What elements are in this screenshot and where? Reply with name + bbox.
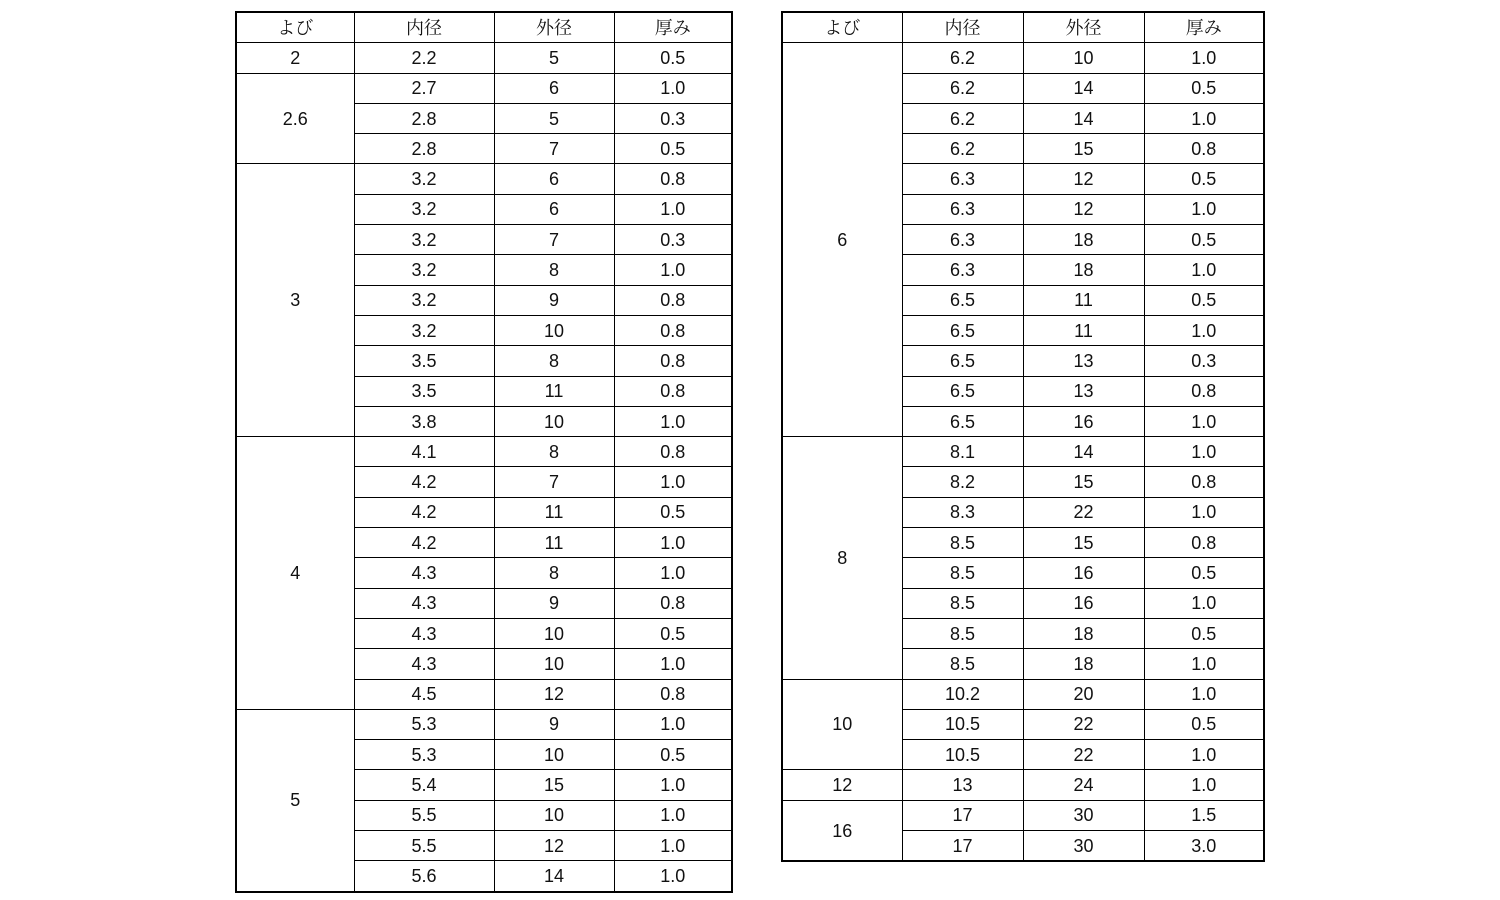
outer-diameter-cell: 18 xyxy=(1023,618,1144,648)
nominal-size-cell: 6 xyxy=(782,43,902,437)
table-row xyxy=(782,800,1264,830)
outer-diameter-cell: 9 xyxy=(494,709,614,739)
outer-diameter-cell: 18 xyxy=(1023,225,1144,255)
thickness-cell: 0.5 xyxy=(614,618,732,648)
thickness-cell: 1.0 xyxy=(1144,43,1264,73)
header-nominal: よび xyxy=(782,12,902,43)
inner-diameter-cell: 8.5 xyxy=(902,618,1023,648)
nominal-size-cell: 4 xyxy=(236,437,354,710)
outer-diameter-cell: 16 xyxy=(1023,588,1144,618)
thickness-cell: 0.8 xyxy=(1144,467,1264,497)
inner-diameter-cell: 6.3 xyxy=(902,255,1023,285)
header-outer-diameter: 外径 xyxy=(1023,12,1144,43)
nominal-size-cell: 5 xyxy=(236,709,354,891)
inner-diameter-cell: 17 xyxy=(902,800,1023,830)
outer-diameter-cell: 8 xyxy=(494,346,614,376)
outer-diameter-cell: 12 xyxy=(1023,164,1144,194)
thickness-cell: 1.0 xyxy=(1144,194,1264,224)
inner-diameter-cell: 6.2 xyxy=(902,73,1023,103)
outer-diameter-cell: 6 xyxy=(494,164,614,194)
thickness-cell: 1.0 xyxy=(614,831,732,861)
inner-diameter-cell: 4.2 xyxy=(354,467,494,497)
thickness-cell: 1.0 xyxy=(1144,103,1264,133)
outer-diameter-cell: 7 xyxy=(494,134,614,164)
outer-diameter-cell: 14 xyxy=(1023,437,1144,467)
outer-diameter-cell: 22 xyxy=(1023,709,1144,739)
thickness-cell: 1.0 xyxy=(614,558,732,588)
inner-diameter-cell: 8.5 xyxy=(902,558,1023,588)
outer-diameter-cell: 14 xyxy=(1023,103,1144,133)
thickness-cell: 1.0 xyxy=(1144,770,1264,800)
inner-diameter-cell: 3.8 xyxy=(354,406,494,436)
inner-diameter-cell: 8.5 xyxy=(902,649,1023,679)
thickness-cell: 0.5 xyxy=(1144,225,1264,255)
table-row xyxy=(236,164,732,194)
outer-diameter-cell: 6 xyxy=(494,194,614,224)
inner-diameter-cell: 6.5 xyxy=(902,346,1023,376)
thickness-cell: 0.5 xyxy=(614,497,732,527)
outer-diameter-cell: 12 xyxy=(494,831,614,861)
washer-spec-table-right xyxy=(781,11,1265,862)
outer-diameter-cell: 14 xyxy=(1023,73,1144,103)
outer-diameter-cell: 11 xyxy=(494,497,614,527)
outer-diameter-cell: 15 xyxy=(494,770,614,800)
inner-diameter-cell: 3.2 xyxy=(354,194,494,224)
nominal-size-cell: 3 xyxy=(236,164,354,437)
inner-diameter-cell: 6.5 xyxy=(902,285,1023,315)
nominal-size-cell: 16 xyxy=(782,800,902,861)
thickness-cell: 0.8 xyxy=(1144,528,1264,558)
inner-diameter-cell: 5.3 xyxy=(354,740,494,770)
header-nominal: よび xyxy=(236,12,354,43)
table-row xyxy=(236,437,732,467)
inner-diameter-cell: 3.2 xyxy=(354,315,494,345)
inner-diameter-cell: 8.2 xyxy=(902,467,1023,497)
header-inner-diameter: 内径 xyxy=(354,12,494,43)
outer-diameter-cell: 8 xyxy=(494,437,614,467)
thickness-cell: 1.0 xyxy=(614,467,732,497)
inner-diameter-cell: 3.2 xyxy=(354,255,494,285)
thickness-cell: 1.0 xyxy=(614,649,732,679)
outer-diameter-cell: 11 xyxy=(494,528,614,558)
inner-diameter-cell: 4.5 xyxy=(354,679,494,709)
header-row xyxy=(782,12,1264,43)
inner-diameter-cell: 4.3 xyxy=(354,649,494,679)
table-row xyxy=(236,43,732,73)
inner-diameter-cell: 10.2 xyxy=(902,679,1023,709)
inner-diameter-cell: 10.5 xyxy=(902,709,1023,739)
thickness-cell: 1.0 xyxy=(1144,406,1264,436)
thickness-cell: 0.5 xyxy=(1144,618,1264,648)
inner-diameter-cell: 4.3 xyxy=(354,558,494,588)
thickness-cell: 0.3 xyxy=(614,225,732,255)
outer-diameter-cell: 10 xyxy=(494,740,614,770)
thickness-cell: 1.0 xyxy=(614,406,732,436)
outer-diameter-cell: 30 xyxy=(1023,831,1144,862)
inner-diameter-cell: 5.3 xyxy=(354,709,494,739)
inner-diameter-cell: 10.5 xyxy=(902,740,1023,770)
thickness-cell: 1.0 xyxy=(614,255,732,285)
table-row xyxy=(782,679,1264,709)
outer-diameter-cell: 14 xyxy=(494,861,614,892)
thickness-cell: 1.0 xyxy=(1144,437,1264,467)
thickness-cell: 0.5 xyxy=(1144,73,1264,103)
inner-diameter-cell: 5.5 xyxy=(354,800,494,830)
table-row xyxy=(782,770,1264,800)
thickness-cell: 1.0 xyxy=(614,73,732,103)
thickness-cell: 0.8 xyxy=(614,315,732,345)
thickness-cell: 1.0 xyxy=(1144,649,1264,679)
thickness-cell: 0.8 xyxy=(614,164,732,194)
thickness-cell: 0.3 xyxy=(1144,346,1264,376)
inner-diameter-cell: 6.2 xyxy=(902,43,1023,73)
outer-diameter-cell: 15 xyxy=(1023,134,1144,164)
inner-diameter-cell: 6.2 xyxy=(902,103,1023,133)
inner-diameter-cell: 3.2 xyxy=(354,225,494,255)
outer-diameter-cell: 5 xyxy=(494,103,614,133)
outer-diameter-cell: 30 xyxy=(1023,800,1144,830)
thickness-cell: 1.5 xyxy=(1144,800,1264,830)
thickness-cell: 0.5 xyxy=(1144,285,1264,315)
thickness-cell: 0.8 xyxy=(1144,134,1264,164)
inner-diameter-cell: 4.1 xyxy=(354,437,494,467)
header-thickness: 厚み xyxy=(614,12,732,43)
outer-diameter-cell: 16 xyxy=(1023,406,1144,436)
thickness-cell: 1.0 xyxy=(1144,740,1264,770)
outer-diameter-cell: 7 xyxy=(494,225,614,255)
outer-diameter-cell: 9 xyxy=(494,285,614,315)
outer-diameter-cell: 9 xyxy=(494,588,614,618)
thickness-cell: 0.8 xyxy=(614,376,732,406)
inner-diameter-cell: 5.4 xyxy=(354,770,494,800)
inner-diameter-cell: 8.5 xyxy=(902,588,1023,618)
washer-spec-table-left xyxy=(235,11,733,893)
outer-diameter-cell: 12 xyxy=(494,679,614,709)
outer-diameter-cell: 15 xyxy=(1023,467,1144,497)
thickness-cell: 1.0 xyxy=(1144,255,1264,285)
thickness-cell: 1.0 xyxy=(1144,679,1264,709)
thickness-cell: 0.8 xyxy=(614,437,732,467)
outer-diameter-cell: 10 xyxy=(494,800,614,830)
table-row xyxy=(782,437,1264,467)
inner-diameter-cell: 3.2 xyxy=(354,285,494,315)
outer-diameter-cell: 12 xyxy=(1023,194,1144,224)
thickness-cell: 0.5 xyxy=(1144,164,1264,194)
inner-diameter-cell: 5.6 xyxy=(354,861,494,892)
nominal-size-cell: 10 xyxy=(782,679,902,770)
outer-diameter-cell: 10 xyxy=(494,618,614,648)
inner-diameter-cell: 8.1 xyxy=(902,437,1023,467)
inner-diameter-cell: 2.7 xyxy=(354,73,494,103)
inner-diameter-cell: 6.2 xyxy=(902,134,1023,164)
outer-diameter-cell: 22 xyxy=(1023,740,1144,770)
inner-diameter-cell: 6.3 xyxy=(902,164,1023,194)
nominal-size-cell: 8 xyxy=(782,437,902,679)
table-body-right xyxy=(782,43,1264,862)
table-row xyxy=(782,43,1264,73)
outer-diameter-cell: 15 xyxy=(1023,528,1144,558)
thickness-cell: 0.5 xyxy=(614,740,732,770)
thickness-cell: 0.8 xyxy=(614,285,732,315)
thickness-cell: 0.5 xyxy=(1144,558,1264,588)
inner-diameter-cell: 3.5 xyxy=(354,346,494,376)
thickness-cell: 1.0 xyxy=(614,528,732,558)
outer-diameter-cell: 18 xyxy=(1023,255,1144,285)
table-body-left xyxy=(236,43,732,892)
thickness-cell: 0.5 xyxy=(614,43,732,73)
inner-diameter-cell: 4.2 xyxy=(354,528,494,558)
header-thickness: 厚み xyxy=(1144,12,1264,43)
header-row xyxy=(236,12,732,43)
thickness-cell: 1.0 xyxy=(1144,588,1264,618)
table-row xyxy=(236,73,732,103)
thickness-cell: 1.0 xyxy=(614,709,732,739)
outer-diameter-cell: 24 xyxy=(1023,770,1144,800)
inner-diameter-cell: 4.3 xyxy=(354,588,494,618)
inner-diameter-cell: 3.5 xyxy=(354,376,494,406)
outer-diameter-cell: 22 xyxy=(1023,497,1144,527)
inner-diameter-cell: 17 xyxy=(902,831,1023,862)
header-inner-diameter: 内径 xyxy=(902,12,1023,43)
outer-diameter-cell: 10 xyxy=(1023,43,1144,73)
thickness-cell: 0.8 xyxy=(614,346,732,376)
outer-diameter-cell: 8 xyxy=(494,255,614,285)
outer-diameter-cell: 7 xyxy=(494,467,614,497)
outer-diameter-cell: 11 xyxy=(1023,315,1144,345)
thickness-cell: 0.8 xyxy=(614,588,732,618)
inner-diameter-cell: 6.5 xyxy=(902,315,1023,345)
table-row xyxy=(236,709,732,739)
outer-diameter-cell: 16 xyxy=(1023,558,1144,588)
header-outer-diameter: 外径 xyxy=(494,12,614,43)
inner-diameter-cell: 13 xyxy=(902,770,1023,800)
inner-diameter-cell: 8.5 xyxy=(902,528,1023,558)
outer-diameter-cell: 13 xyxy=(1023,346,1144,376)
outer-diameter-cell: 10 xyxy=(494,315,614,345)
inner-diameter-cell: 2.8 xyxy=(354,134,494,164)
outer-diameter-cell: 10 xyxy=(494,649,614,679)
thickness-cell: 0.8 xyxy=(614,679,732,709)
thickness-cell: 1.0 xyxy=(1144,497,1264,527)
inner-diameter-cell: 6.3 xyxy=(902,225,1023,255)
nominal-size-cell: 12 xyxy=(782,770,902,800)
inner-diameter-cell: 4.3 xyxy=(354,618,494,648)
outer-diameter-cell: 20 xyxy=(1023,679,1144,709)
thickness-cell: 0.3 xyxy=(614,103,732,133)
outer-diameter-cell: 18 xyxy=(1023,649,1144,679)
thickness-cell: 1.0 xyxy=(614,861,732,892)
inner-diameter-cell: 5.5 xyxy=(354,831,494,861)
thickness-cell: 1.0 xyxy=(1144,315,1264,345)
inner-diameter-cell: 8.3 xyxy=(902,497,1023,527)
nominal-size-cell: 2.6 xyxy=(236,73,354,164)
thickness-cell: 0.8 xyxy=(1144,376,1264,406)
inner-diameter-cell: 2.8 xyxy=(354,103,494,133)
inner-diameter-cell: 3.2 xyxy=(354,164,494,194)
outer-diameter-cell: 13 xyxy=(1023,376,1144,406)
thickness-cell: 1.0 xyxy=(614,800,732,830)
nominal-size-cell: 2 xyxy=(236,43,354,73)
outer-diameter-cell: 11 xyxy=(1023,285,1144,315)
outer-diameter-cell: 6 xyxy=(494,73,614,103)
inner-diameter-cell: 6.5 xyxy=(902,376,1023,406)
thickness-cell: 1.0 xyxy=(614,770,732,800)
thickness-cell: 0.5 xyxy=(1144,709,1264,739)
outer-diameter-cell: 11 xyxy=(494,376,614,406)
thickness-cell: 1.0 xyxy=(614,194,732,224)
outer-diameter-cell: 5 xyxy=(494,43,614,73)
thickness-cell: 0.5 xyxy=(614,134,732,164)
outer-diameter-cell: 10 xyxy=(494,406,614,436)
thickness-cell: 3.0 xyxy=(1144,831,1264,862)
inner-diameter-cell: 6.5 xyxy=(902,406,1023,436)
outer-diameter-cell: 8 xyxy=(494,558,614,588)
inner-diameter-cell: 6.3 xyxy=(902,194,1023,224)
inner-diameter-cell: 4.2 xyxy=(354,497,494,527)
inner-diameter-cell: 2.2 xyxy=(354,43,494,73)
